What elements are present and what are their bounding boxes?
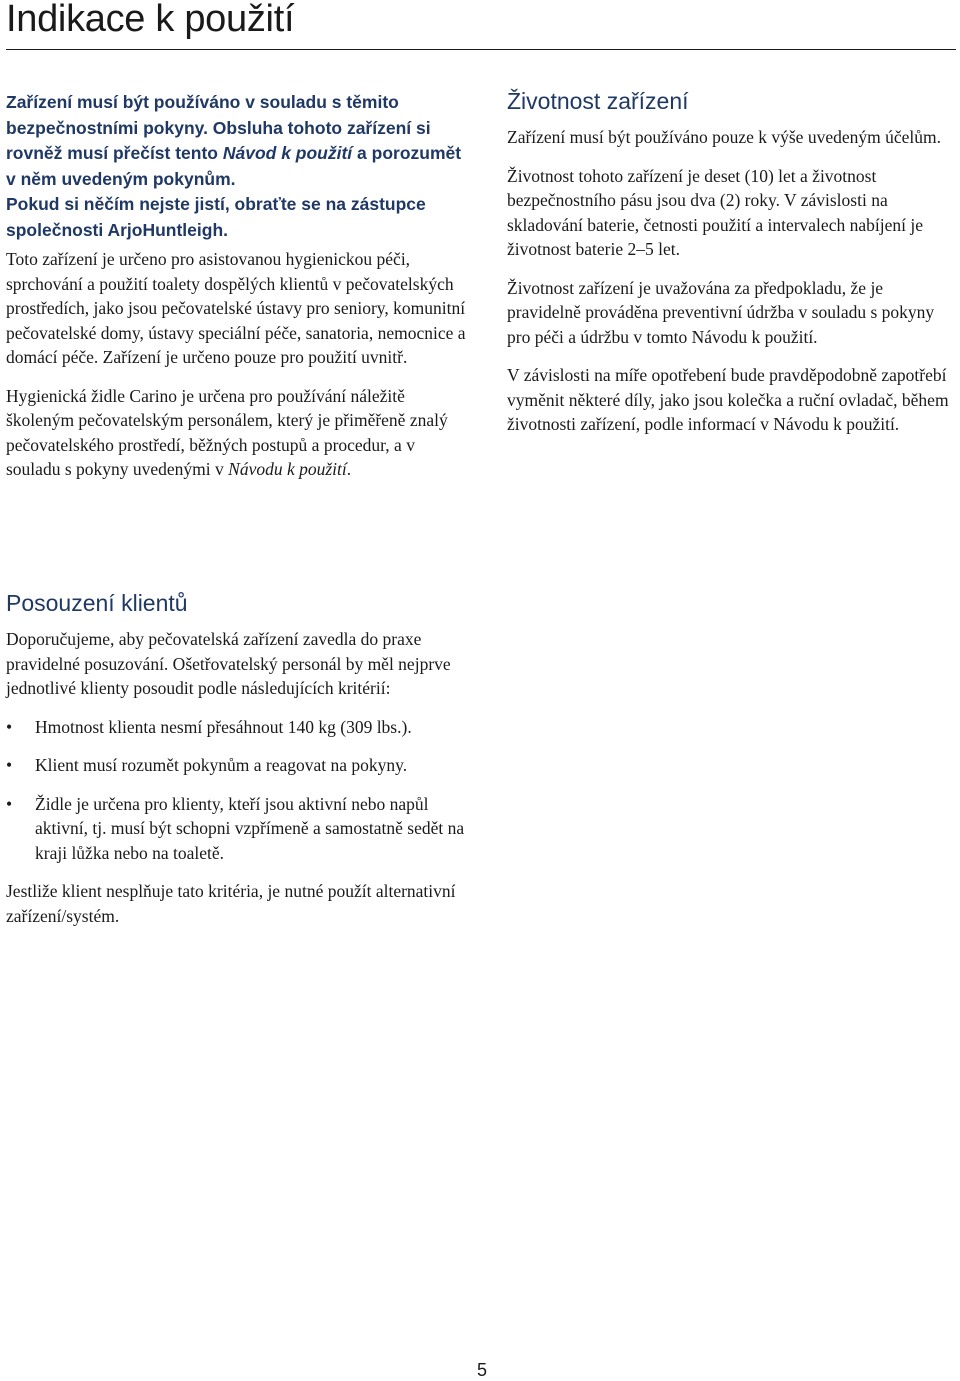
safety-warning [6,90,466,192]
lifetime-paragraph-4: V závislosti na míře opotřebení bude pravděpodobně zapotřebí vyměnit některé díly, jako jsou kolečka a ruční ovladač, během životnosti zařízení, podle informací v Návodu k použití. [507,365,949,434]
operator-manual-ref: Návodu k použití [228,459,347,479]
lifetime-paragraph-1: Zařízení musí být používáno pouze k výše uvedeným účelům. [507,127,941,147]
warning-text-2: a porozumět v něm uvedeným pokynům. [6,143,462,189]
operator-text-2: . [346,459,352,479]
list-item-text: Klient musí rozumět pokynům a reagovat na pokyny. [35,755,408,775]
warning-manual-ref: Návod k použití [222,143,353,163]
bullet-icon: • [6,793,13,814]
assessment-outro: Jestliže klient nesplňuje tato kritéria, je nutné použít alternativní zařízení/systém. [6,881,456,926]
warning-text-1: Zařízení musí být používáno v souladu s těmito bezpečnostními pokyny. Obsluha tohoto zařízení si rovněž musí přečíst tento [6,92,431,163]
intended-use-paragraph: Toto zařízení je určeno pro asistovanou hygienickou péči, sprchování a použití toalety dospělých klientů v pečovatelských prostředích, jako jsou pečovatelské ústavy pro seniory, komunitní pečovatelské domy, ústavy speciální péče, sanatoria, nemocnice a domácí péče. Zařízení je určeno pouze pro použití uvnitř. [6,249,466,367]
criteria-list [6,715,466,866]
page-title: Indikace k použití [6,0,295,40]
operator-text-1: Hygienická židle Carino je určena pro používání náležitě školeným pečovatelským personálem, který je přiměřeně znalý pečovatelského prostředí, běžných postupů a procedur, a v souladu s pokyny uvedenými v [6,385,448,479]
device-lifetime-section [507,88,957,451]
assessment-intro: Doporučujeme, aby pečovatelská zařízení zavedla do praxe pravidelné posuzování. Ošetřovatelský personál by měl nejprve jednotlivé klienty posoudit podle následujících kritérií: [6,629,451,698]
lifetime-paragraph-3: Životnost zařízení je uvažována za předpokladu, že je pravidelně prováděna preventivní údržba v souladu s pokyny pro péči a údržbu v tomto Návodu k použití. [507,277,935,347]
client-assessment-section [6,590,466,942]
list-item-text: Židle je určena pro klienty, kteří jsou aktivní nebo napůl aktivní, tj. musí být schopni vzpřímeně a samostatně sedět na kraji lůžka nebo na toaletě. [35,793,465,863]
assessment-heading: Posouzení klientů [6,590,188,616]
intended-use-section [6,90,466,496]
title-divider [6,49,956,50]
contact-warning: Pokud si něčím nejste jistí, obraťte se na zástupce společnosti ArjoHuntleigh. [6,194,426,240]
bullet-icon: • [6,755,13,775]
list-item [6,792,466,866]
lifetime-heading: Životnost zařízení [507,88,689,114]
operator-paragraph [6,384,466,482]
lifetime-paragraph-2: Životnost tohoto zařízení je deset (10) let a životnost bezpečnostního pásu jsou dva (2) roky. V závislosti na skladování baterie, četnosti použití a intervalech nabíjení je životnost baterie 2–5 let. [507,165,923,259]
bullet-icon: • [6,716,13,737]
list-item [6,715,466,740]
page-number: 5 [476,1360,487,1380]
list-item [6,753,466,778]
list-item-text: Hmotnost klienta nesmí přesáhnout 140 kg (309 lbs.). [35,716,412,737]
